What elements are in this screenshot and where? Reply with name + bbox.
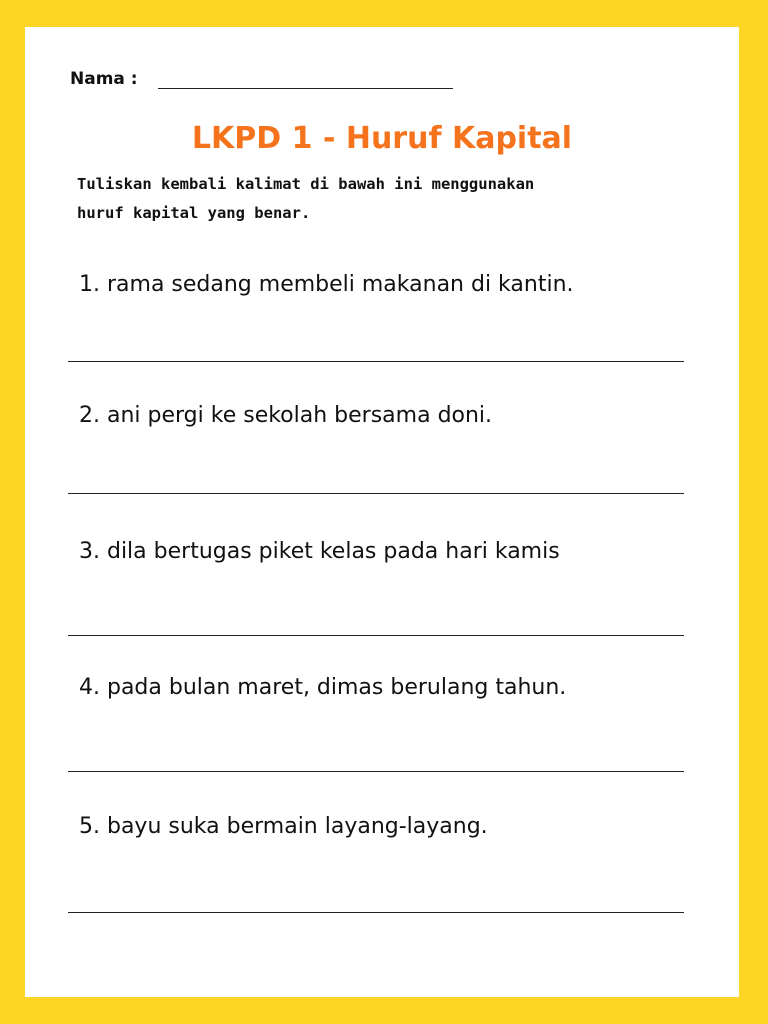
answer-line-4 [68, 771, 684, 772]
answer-line-3 [68, 635, 684, 636]
question-5: 5. bayu suka bermain layang-layang. [79, 814, 488, 839]
question-3: 3. dila bertugas piket kelas pada hari kamis [79, 539, 560, 564]
answer-line-2 [68, 493, 684, 494]
worksheet-title: LKPD 1 - Huruf Kapital [191, 121, 573, 156]
worksheet-page [25, 27, 739, 997]
question-1: 1. rama sedang membeli makanan di kantin. [79, 272, 574, 297]
instructions-line-2: huruf kapital yang benar. [77, 204, 311, 222]
question-2: 2. ani pergi ke sekolah bersama doni. [79, 403, 493, 428]
name-blank-line [158, 88, 453, 89]
answer-line-1 [68, 361, 684, 362]
answer-line-5 [68, 912, 684, 913]
question-4: 4. pada bulan maret, dimas berulang tahun. [79, 675, 567, 700]
instructions [77, 170, 677, 228]
name-label: Nama : [70, 69, 138, 89]
instructions-line-1: Tuliskan kembali kalimat di bawah ini menggunakan [77, 175, 535, 193]
